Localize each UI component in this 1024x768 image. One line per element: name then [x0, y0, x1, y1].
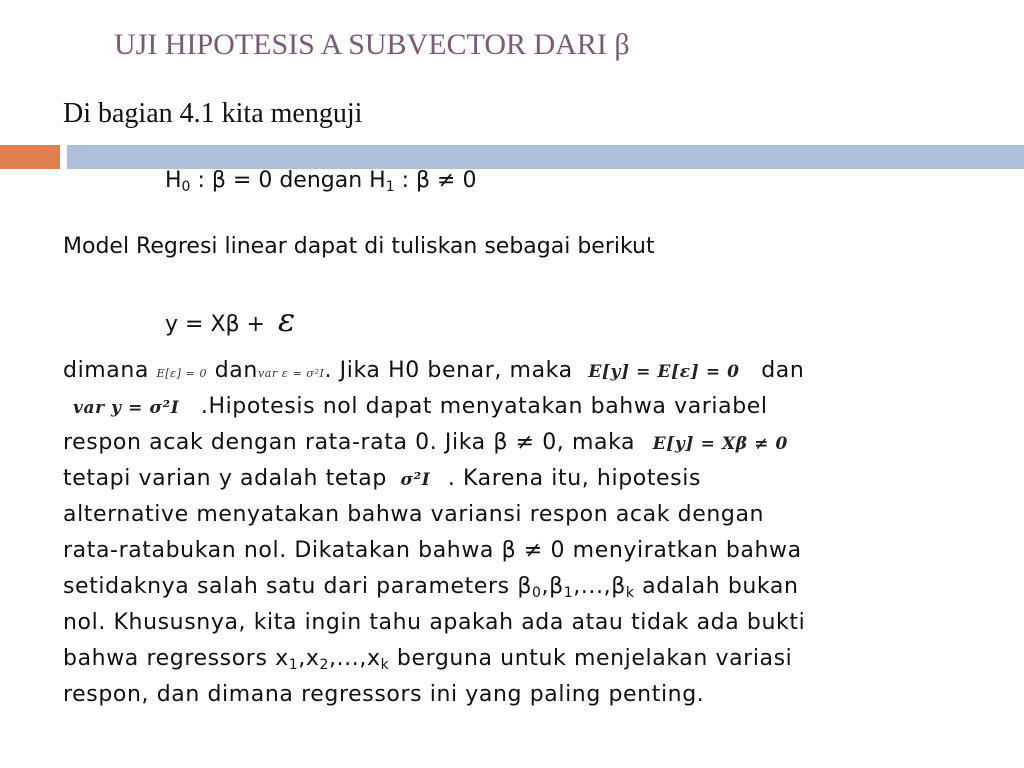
body-line-4: tetapi varian y adalah tetap σ²I . Karena itu, hipotesis — [63, 461, 963, 497]
body-line-8: nol. Khususnya, kita ingin tahu apakah ada atau tidak ada bukti — [63, 610, 806, 635]
expectation-y-formula: E[y] = E[ε] = 0 — [588, 362, 740, 382]
body-line-9: bahwa regressors $x_1,x_2,...,x_k$ berguna untuk menjelakan variasi — [63, 646, 793, 673]
hypothesis-line: $H_0$ : β = 0 dengan $H_1$ : β ≠ 0 — [165, 168, 477, 195]
intro-text: Di bagian 4.1 kita menguji — [63, 98, 363, 129]
body-paragraph — [63, 353, 963, 713]
var-y-formula: var y = σ²I — [73, 398, 180, 418]
body-line-1: dimana E[ε] = 0 danvar ε = σ²I. Jika H0 benar, maka E[y] = E[ε] = 0 dan — [63, 353, 963, 389]
expectation-epsilon-formula: E[ε] = 0 — [156, 367, 208, 380]
body-line-7: setidaknya salah satu dari parameters $\beta_0,\beta_1,...,\beta_k$ adalah bukan — [63, 574, 799, 601]
sigma-squared-i-formula: σ²I — [400, 470, 431, 490]
body-line-2: var y = σ²I .Hipotesis nol dapat menyatakan bahwa variabel — [63, 389, 963, 425]
body-line-5: alternative menyatakan bahwa variansi respon acak dengan — [63, 502, 765, 527]
var-epsilon-formula: var ε = σ²I — [257, 367, 325, 380]
body-line-6: rata-ratabukan nol. Dikatakan bahwa β ≠ 0 menyiratkan bahwa — [63, 538, 802, 563]
expectation-y-xbeta-formula: E[y] = Xβ ≠ 0 — [652, 434, 788, 454]
accent-bar-blue — [67, 145, 1024, 169]
accent-bar-orange — [0, 145, 60, 169]
body-line-10: respon, dan dimana regressors ini yang paling penting. — [63, 682, 705, 707]
model-equation: y = Xβ + ε — [165, 301, 296, 339]
epsilon-symbol: ε — [277, 301, 296, 339]
model-intro: Model Regresi linear dapat di tuliskan sebagai berikut — [63, 234, 655, 259]
body-line-3: respon acak dengan rata-rata 0. Jika β ≠ 0, maka E[y] = Xβ ≠ 0 — [63, 425, 963, 461]
slide-title: UJI HIPOTESIS A SUBVECTOR DARI β — [114, 28, 630, 61]
